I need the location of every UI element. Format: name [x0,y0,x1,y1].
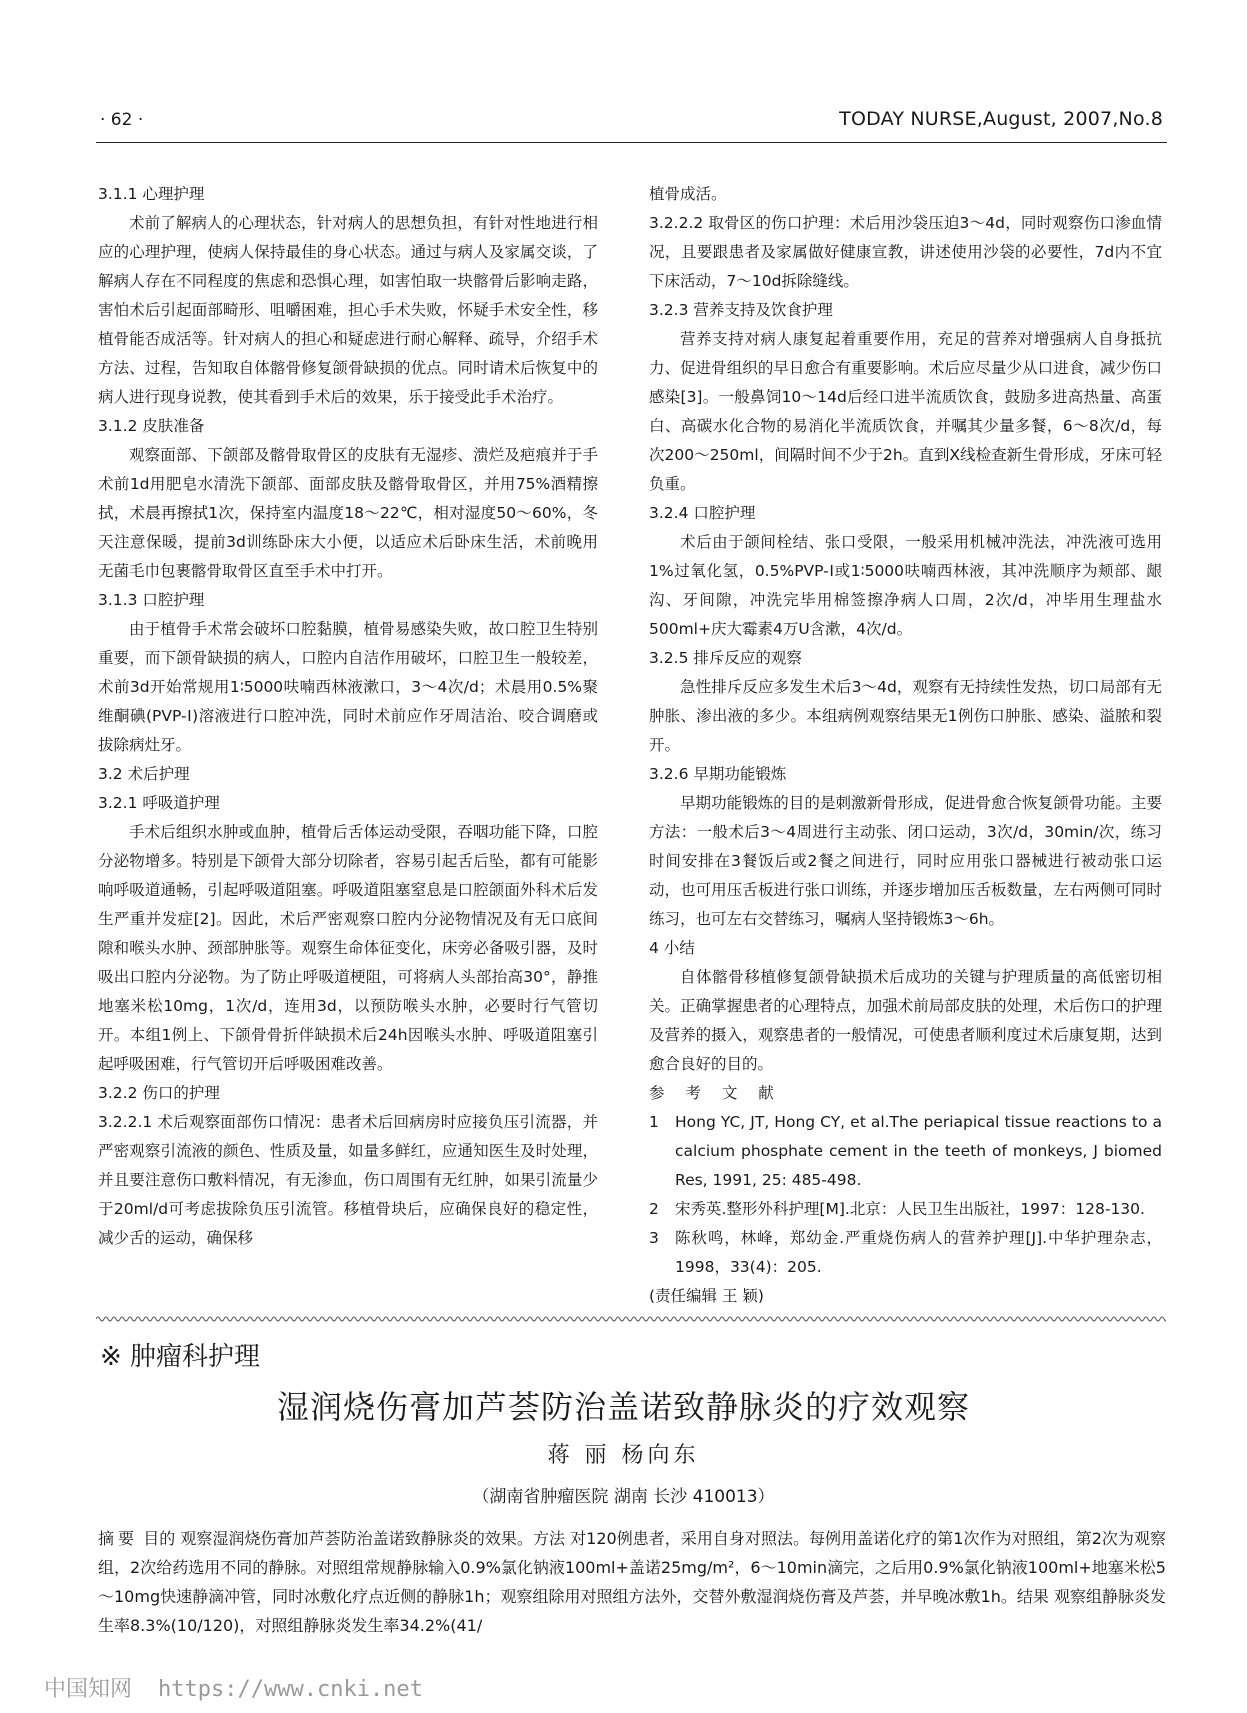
watermark [44,1672,423,1703]
paragraph-3-2-1: 手术后组织水肿或血肿，植骨后舌体运动受限，吞咽功能下降，口腔分泌物增多。特别是下颌骨大部分切除者，容易引起舌后坠，都有可能影响呼吸道通畅，引起呼吸道阻塞。呼吸道阻塞窒息是口腔颌面外科术后发生严重并发症[2]。因此，术后严密观察口腔内分泌物情况及有无口底间隙和喉头水肿、颈部肿胀等。观察生命体征变化，床旁必备吸引器，及时吸出口腔内分泌物。为了防止呼吸道梗阻，可将病人头部抬高30°，静推地塞米松10mg，1次/d，连用3d，以预防喉头水肿，必要时行气管切开。本组1例上、下颌骨骨折伴缺损术后24h因喉头水肿、呼吸道阻塞引起呼吸困难，行气管切开后呼吸困难改善。 [98,823,598,1073]
paragraph-3-2-4: 术后由于颌间栓结、张口受限，一般采用机械冲洗法，冲洗液可选用1%过氧化氢，0.5%PVP-Ⅰ或1∶5000呋喃西林液，其冲洗顺序为颊部、龈沟、牙间隙，冲洗完毕用棉签擦净病人口周，2次/d，冲毕用生理盐水500ml+庆大霉素4万U含漱，4次/d。 [649,533,1162,638]
reference-item [649,1108,1162,1195]
watermark-url: https://www.cnki.net [158,1677,423,1702]
heading-3-1-2: 3.1.2 皮肤准备 [98,417,205,435]
header-rule [96,142,1167,143]
article-authors: 蒋 丽 杨向东 [547,1443,700,1468]
page-number: · 62 · [100,110,144,130]
editor-credit: (责任编辑 王 颖) [649,1287,764,1305]
heading-3-2-4: 3.2.4 口腔护理 [649,504,756,522]
article-affiliation: （湖南省肿瘤医院 湖南 长沙 410013） [472,1487,775,1507]
heading-3-2-5: 3.2.5 排斥反应的观察 [649,649,802,667]
left-column [98,180,598,1253]
reference-number: 1 [649,1113,659,1131]
heading-3-2-2: 3.2.2 伤口的护理 [98,1084,220,1102]
heading-3-1-3: 3.1.3 口腔护理 [98,591,205,609]
paragraph-3-2-3: 营养支持对病人康复起着重要作用，充足的营养对增强病人自身抵抗力、促进骨组织的早日愈合有重要影响。术后应尽量少从口进食，减少伤口感染[3]。一般鼻饲10～14d后经口进半流质饮食，鼓励多进高热量、高蛋白、高碳水化合物的易消化半流质饮食，并嘱其少量多餐，6～8次/d，每次200～250ml，间隔时间不少于2h。直到X线检查新生骨形成，牙床可轻负重。 [649,330,1162,493]
paragraph-3-2-5: 急性排斥反应多发生术后3～4d，观察有无持续性发热，切口局部有无肿胀、渗出液的多少。本组病例观察结果无1例伤口肿胀、感染、溢脓和裂开。 [649,678,1162,754]
heading-3-2: 3.2 术后护理 [98,765,190,783]
reference-text: Hong YC, JT, Hong CY, et al.The periapical tissue reactions to a calcium phosphate cement in the teeth of monkeys, J biomed Res, 1991, 25: 485-498. [675,1113,1162,1189]
heading-3-2-3: 3.2.3 营养支持及饮食护理 [649,301,833,319]
paragraph-3-1-3: 由于植骨手术常会破坏口腔黏膜，植骨易感染失败，故口腔卫生特别重要，而下颌骨缺损的病人，口腔内自洁作用破坏，口腔卫生一般较差，术前3d开始常规用1∶5000呋喃西林液漱口，3～4次/d；术晨用0.5%聚维酮碘(PVP-Ⅰ)溶液进行口腔冲洗，同时术前应作牙周洁治、咬合调磨或拔除病灶牙。 [98,620,598,754]
paragraph-4: 自体髂骨移植修复颌骨缺损术后成功的关键与护理质量的高低密切相关。正确掌握患者的心理特点，加强术前局部皮肤的处理，术后伤口的护理及营养的摄入，观察患者的一般情况，可使患者顺利度过术后康复期，达到愈合良好的目的。 [649,968,1162,1073]
right-column [649,180,1162,1311]
heading-3-2-1: 3.2.1 呼吸道护理 [98,794,220,812]
abstract-text: 目的 观察湿润烧伤膏加芦荟防治盖诺致静脉炎的效果。方法 对120例患者，采用自身对照法。每例用盖诺化疗的第1次作为对照组，第2次为观察组，2次给药选用不同的静脉。对照组常规静脉输入0.9%氯化钠液100ml+盖诺25mg/m²，6～10min滴完，之后用0.9%氯化钠液100ml+地塞米松5～10mg快速静滴冲管，同时冰敷化疗点近侧的静脉1h；观察组除用对照组方法外，交替外敷湿润烧伤膏及芦荟，并早晚冰敷1h。结果 观察组静脉炎发生率8.3%(10/120)，对照组静脉炎发生率34.2%(41/ [98,1529,1166,1635]
section-tag: ※ 肿瘤科护理 [100,1342,261,1372]
paragraph-3-1-2: 观察面部、下颌部及髂骨取骨区的皮肤有无湿疹、溃烂及疤痕并于手术前1d用肥皂水清洗下颌部、面部皮肤及髂骨取骨区，并用75%酒精擦拭，术晨再擦拭1次，保持室内温度18～22℃，相对湿度50～60%，冬天注意保暖，提前3d训练卧床大小便，以适应术后卧床生活，术前晚用无菌毛巾包裹髂骨取骨区直至手术中打开。 [98,446,598,580]
running-head: TODAY NURSE,August, 2007,No.8 [839,108,1163,130]
paragraph-continued: 植骨成活。 [649,185,727,203]
reference-number: 3 [649,1229,659,1247]
abstract-label: 摘要 [98,1529,139,1548]
heading-3-2-6: 3.2.6 早期功能锻炼 [649,765,787,783]
decorative-divider [96,1314,1166,1324]
watermark-site-name: 中国知网 [44,1677,133,1702]
article-title: 湿润烧伤膏加芦荟防治盖诺致静脉炎的疗效观察 [276,1388,970,1426]
paragraph-3-2-6: 早期功能锻炼的目的是刺激新骨形成，促进骨愈合恢复颌骨功能。主要方法：一般术后3～4周进行主动张、闭口运动，3次/d，30min/次，练习时间安排在3餐饭后或2餐之间进行，同时应用张口器械进行被动张口运动，也可用压舌板进行张口训练，并逐步增加压舌板数量，左右两侧可同时练习，也可左右交替练习，嘱病人坚持锻炼3～6h。 [649,794,1162,928]
heading-4: 4 小结 [649,939,695,957]
paragraph-3-2-2-2: 3.2.2.2 取骨区的伤口护理：术后用沙袋压迫3～4d，同时观察伤口渗血情况，且要跟患者及家属做好健康宣教，讲述使用沙袋的必要性，7d内不宜下床活动，7～10d拆除缝线。 [649,214,1162,290]
heading-3-1-1: 3.1.1 心理护理 [98,185,205,203]
reference-item [649,1195,1162,1224]
reference-number: 2 [649,1200,659,1218]
paragraph-3-1-1: 术前了解病人的心理状态，针对病人的思想负担，有针对性地进行相应的心理护理，使病人保持最佳的身心状态。通过与病人及家属交谈，了解病人存在不同程度的焦虑和恐惧心理，如害怕取一块髂骨后影响走路，害怕术后引起面部畸形、咀嚼困难，担心手术失败，怀疑手术安全性，移植骨能否成活等。针对病人的担心和疑虑进行耐心解释、疏导，介绍手术方法、过程，告知取自体髂骨修复颌骨缺损的优点。同时请术后恢复中的病人进行现身说教，使其看到手术后的效果，乐于接受此手术治疗。 [98,214,598,406]
references-title: 参 考 文 献 [649,1084,782,1102]
paragraph-3-2-2-1: 3.2.2.1 术后观察面部伤口情况：患者术后回病房时应接负压引流器，并严密观察引流液的颜色、性质及量，如量多鲜红，应通知医生及时处理，并且要注意伤口敷料情况，有无渗血，伤口周围有无红肿，如果引流量少于20ml/d可考虑拔除负压引流管。移植骨块后，应确保良好的稳定性，减少舌的运动，确保移 [98,1113,598,1247]
reference-item [649,1224,1162,1282]
abstract [98,1524,1166,1640]
reference-text: 宋秀英.整形外科护理[M].北京：人民卫生出版社，1997：128-130. [675,1200,1145,1218]
reference-text: 陈秋鸣，林峰，郑幼金.严重烧伤病人的营养护理[J].中华护理杂志，1998，33(4)：205. [675,1229,1162,1276]
